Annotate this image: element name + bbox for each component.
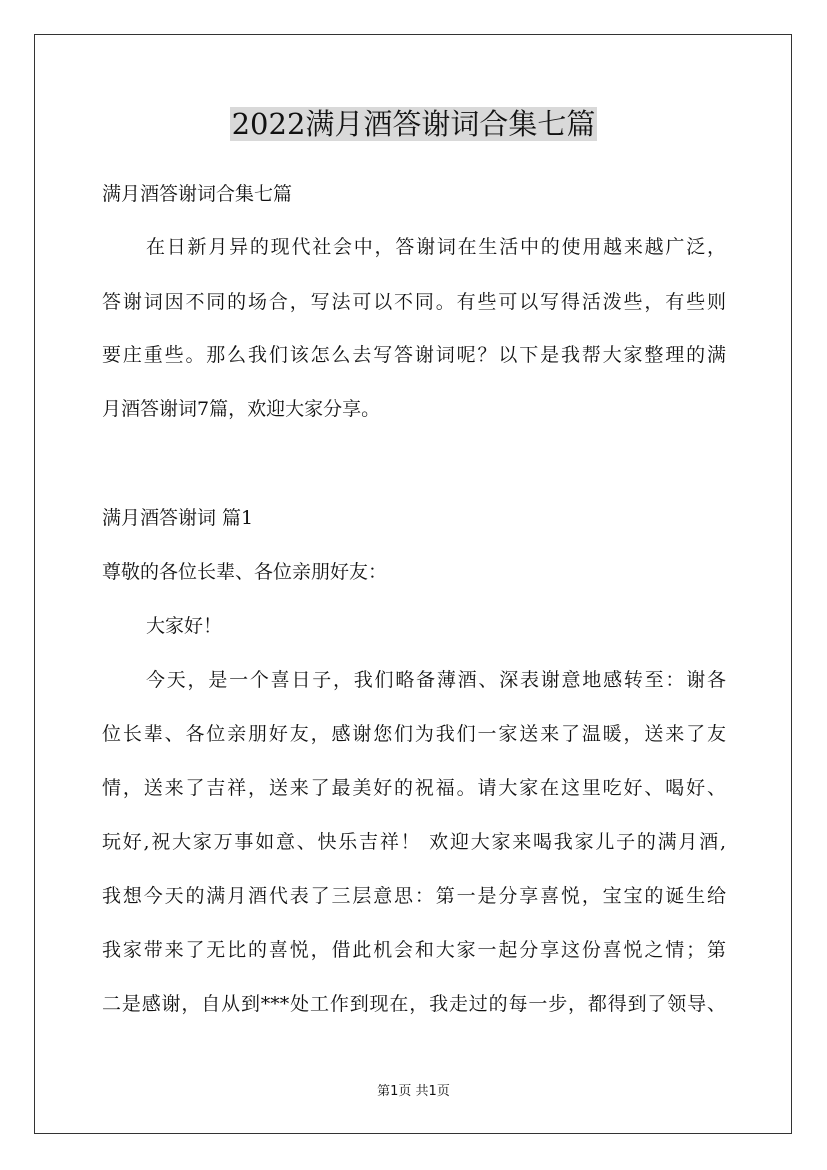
intro-line: 月酒答谢词7篇，欢迎大家分享。 bbox=[102, 398, 381, 420]
body-line: 位长辈、各位亲朋好友，感谢您们为我们一家送来了温暖，送来了友 bbox=[102, 723, 726, 745]
intro-line: 答谢词因不同的场合，写法可以不同。有些可以写得活泼些，有些则 bbox=[102, 291, 726, 313]
intro-line: 要庄重些。那么我们该怎么去写答谢词呢？以下是我帮大家整理的满 bbox=[102, 344, 726, 366]
page-number-footer: 第1页 共1页 bbox=[377, 1084, 450, 1099]
body-line: 二是感谢，自从到***处工作到现在，我走过的每一步，都得到了领导、 bbox=[102, 993, 726, 1015]
document-title bbox=[0, 104, 827, 144]
section-heading: 满月酒答谢词 篇1 bbox=[102, 507, 254, 529]
intro-line: 在日新月异的现代社会中，答谢词在生活中的使用越来越广泛， bbox=[146, 236, 726, 258]
body-line: 我家带来了无比的喜悦，借此机会和大家一起分享这份喜悦之情；第 bbox=[102, 939, 726, 961]
body-line: 今天，是一个喜日子，我们略备薄酒、深表谢意地感转至：谢各 bbox=[146, 669, 726, 691]
body-line: 玩好,祝大家万事如意、快乐吉祥！ 欢迎大家来喝我家儿子的满月酒, bbox=[102, 831, 726, 853]
document-title-text: 2022满月酒答谢词合集七篇 bbox=[231, 107, 596, 141]
body-line: 情，送来了吉祥，送来了最美好的祝福。请大家在这里吃好、喝好、 bbox=[102, 777, 726, 799]
body-line: 我想今天的满月酒代表了三层意思：第一是分享喜悦，宝宝的诞生给 bbox=[102, 885, 726, 907]
greeting: 大家好！ bbox=[146, 615, 223, 637]
salutation: 尊敬的各位长辈、各位亲朋好友： bbox=[102, 561, 388, 583]
document-subtitle: 满月酒答谢词合集七篇 bbox=[102, 183, 293, 205]
